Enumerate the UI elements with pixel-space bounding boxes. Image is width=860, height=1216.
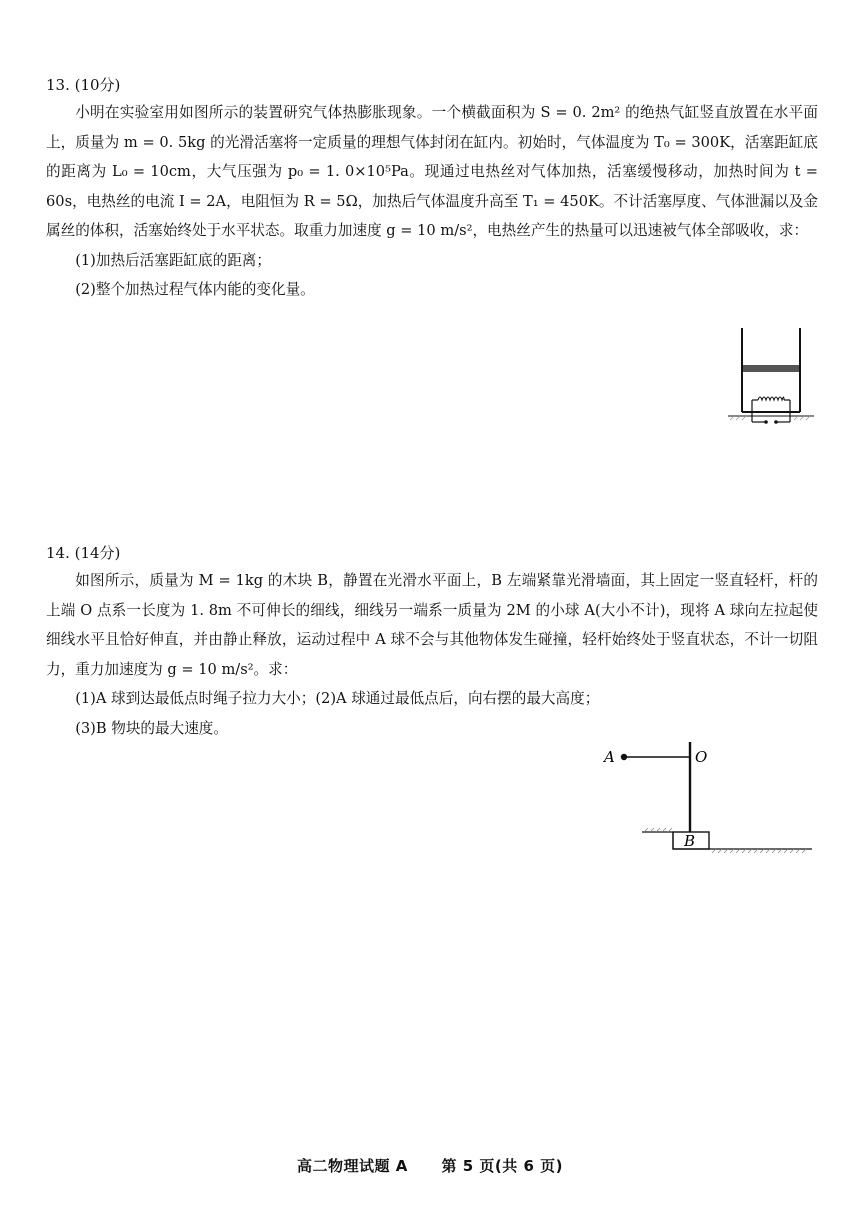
exam-title: 高二物理试题 A: [296, 1157, 408, 1175]
question-14: [46, 540, 818, 743]
ball-label: A: [604, 748, 615, 766]
heating-wire: [752, 397, 790, 424]
question-14-header: 14. (14分): [46, 544, 121, 562]
question-13-header: 13. (10分): [46, 76, 121, 94]
pendulum-figure: [596, 738, 816, 862]
question-14-stem: 如图所示，质量为 M = 1kg 的木块 B，静置在光滑水平面上，B 左端紧靠光滑墙面，其上固定一竖直轻杆，杆的上端 O 点系一长度为 1. 8m 不可伸长的细线，细线另一端系一质量为 2M 的小球 A(大小不计)，现将 A 球向左拉起使细线水平且恰好伸直，并由静止释放，运动过程中 A 球不会与其他物体发生碰撞，轻杆始终处于竖直状态，不计一切阻力，重力加速度为 g = 10 m/s²。求：: [46, 572, 818, 678]
question-13-part-2: (2)整个加热过程气体内能的变化量。: [75, 281, 315, 298]
question-14-part-1-2: (1)A 球到达最低点时绳子拉力大小；(2)A 球通过最低点后，向右摆的最大高度；: [75, 690, 600, 707]
block-label: B: [684, 832, 696, 850]
piston: [743, 365, 799, 372]
question-13: [46, 72, 818, 305]
question-13-stem: 小明在实验室用如图所示的装置研究气体热膨胀现象。一个横截面积为 S = 0. 2m² 的绝热气缸竖直放置在水平面上，质量为 m = 0. 5kg 的光滑活塞将一定质量的理想气体封闭在缸内。初始时，气体温度为 T₀ = 300K，活塞距缸底的距离为 L₀ = 10cm，大气压强为 p₀ = 1. 0×10⁵Pa。现通过电热丝对气体加热，活塞缓慢移动，加热时间为 t = 60s，电热丝的电流 I = 2A，电阻恒为 R = 5Ω，加热后气体温度升高至 T₁ = 450K。不计活塞厚度、气体泄漏以及金属丝的体积，活塞始终处于水平状态。取重力加速度 g = 10 m/s²，电热丝产生的热量可以迅速被气体全部吸收，求：: [46, 104, 818, 239]
question-14-part-3: (3)B 物块的最大速度。: [75, 719, 228, 737]
pivot-label: O: [695, 748, 708, 766]
page-footer: [0, 1155, 860, 1176]
cylinder-figure: [720, 322, 820, 434]
question-13-part-1: (1)加热后活塞距缸底的距离；: [75, 251, 271, 269]
page-number: 第 5 页(共 6 页): [441, 1157, 564, 1175]
